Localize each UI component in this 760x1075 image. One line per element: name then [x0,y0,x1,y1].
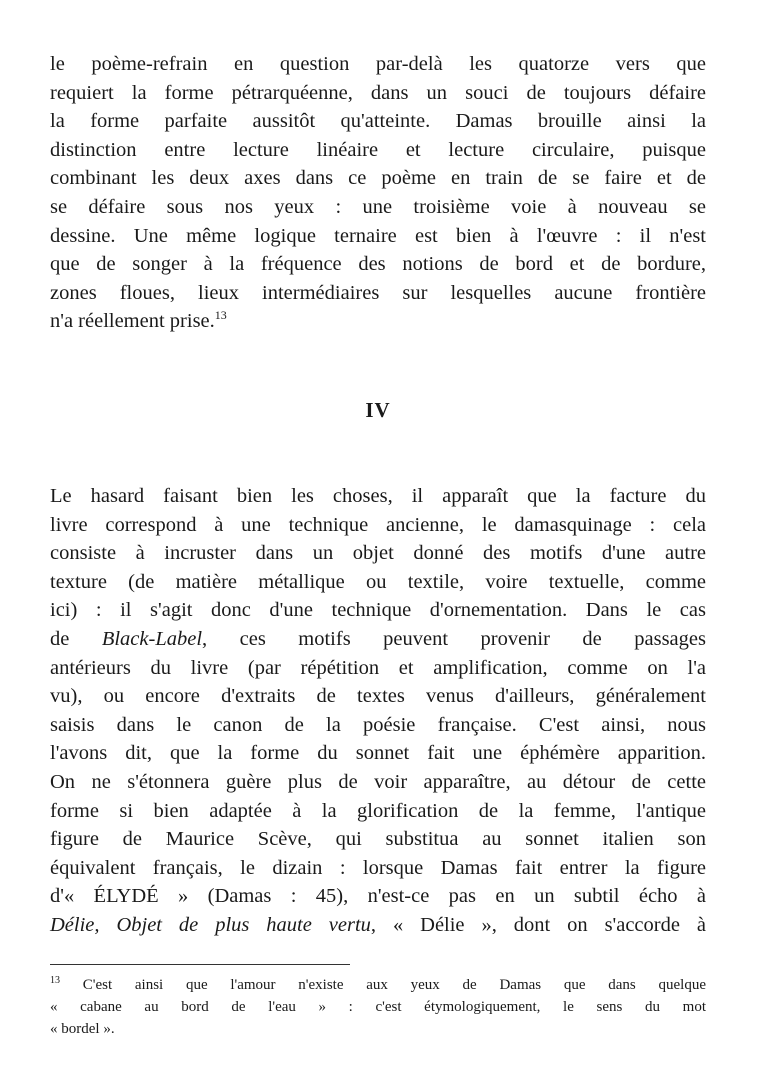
text-line: Le hasard faisant bien les choses, il apparaît que la facture du [50,485,706,507]
footnote-divider [50,964,350,965]
book-title-italic: Black-Label [101,627,203,650]
text-fragment: , ces motifs peuvent provenir de passages [202,627,706,650]
text-line: requiert la forme pétrarquéenne, dans un souci de toujours défaire [50,81,706,104]
page-body [50,50,706,936]
text-line: zones floues, lieux intermédiaires sur lesquelles aucune frontière [50,281,706,304]
text-line: que de songer à la fréquence des notions de bord et de bordure, [50,253,706,276]
text-line: figure de Maurice Scève, qui substitua au sonnet italien son [50,828,706,851]
paragraph-continued [50,50,706,336]
text-line: texture (de matière métallique ou textile, voire textuelle, comme [50,570,706,593]
text-line: On ne s'étonnera guère plus de voir apparaître, au détour de cette [50,770,706,793]
text-line: vu), ou encore d'extraits de textes venus d'ailleurs, généralement [50,685,706,708]
text-line: le poème-refrain en question par-delà les quatorze vers que [50,53,706,75]
text-line [50,625,706,654]
text-line: saisis dans le canon de la poésie française. C'est ainsi, nous [50,713,706,736]
text-line: l'avons dit, que la forme du sonnet fait une éphémère apparition. [50,742,706,765]
text-line: dessine. Une même logique ternaire est bien à l'œuvre : il n'est [50,224,706,247]
text-line: livre correspond à une technique ancienne, le damasquinage : cela [50,513,706,536]
footnote-line: « bordel ». [50,1021,115,1037]
footnote-text: C'est ainsi que l'amour n'existe aux yeux de Damas que dans quelque [60,977,706,993]
text-line: distinction entre lecture linéaire et lecture circulaire, puisque [50,138,706,161]
text-line: consiste à incruster dans un objet donné des motifs d'une autre [50,542,706,565]
section-heading: IV [365,398,391,422]
text-line: combinant les deux axes dans ce poème en train de se faire et de [50,167,706,190]
text-line: équivalent français, le dizain : lorsque Damas fait entrer la figure [50,856,706,879]
text-line: la forme parfaite aussitôt qu'atteinte. Damas brouille ainsi la [50,110,706,133]
footnote-line [50,974,706,996]
text-line-last [50,307,706,336]
paragraph-section-iv [50,482,706,940]
text-line: ici) : il s'agit donc d'une technique d'ornementation. Dans le cas [50,599,706,622]
footnote-number: 13 [50,975,60,986]
footnote-reference[interactable]: 13 [214,308,227,323]
book-title-italic: Délie, Objet de plus haute vertu [50,913,371,936]
footnote-line: « cabane au bord de l'eau » : c'est étymologiquement, le sens du mot [50,999,706,1015]
text-fragment: , « Délie », dont on s'accorde à [370,913,706,936]
text-line: d'« ÉLYDÉ » (Damas : 45), n'est-ce pas en un subtil écho à [50,885,706,908]
text-line [50,911,706,940]
text-fragment: de [50,627,102,650]
text-line: antérieurs du livre (par répétition et amplification, comme on l'a [50,656,706,679]
text-line: se défaire sous nos yeux : une troisième voie à nouveau se [50,195,706,218]
text-line: forme si bien adaptée à la glorification de la femme, l'antique [50,799,706,822]
text-line-content: n'a réellement prise. [50,310,215,333]
footnote [50,974,706,1040]
